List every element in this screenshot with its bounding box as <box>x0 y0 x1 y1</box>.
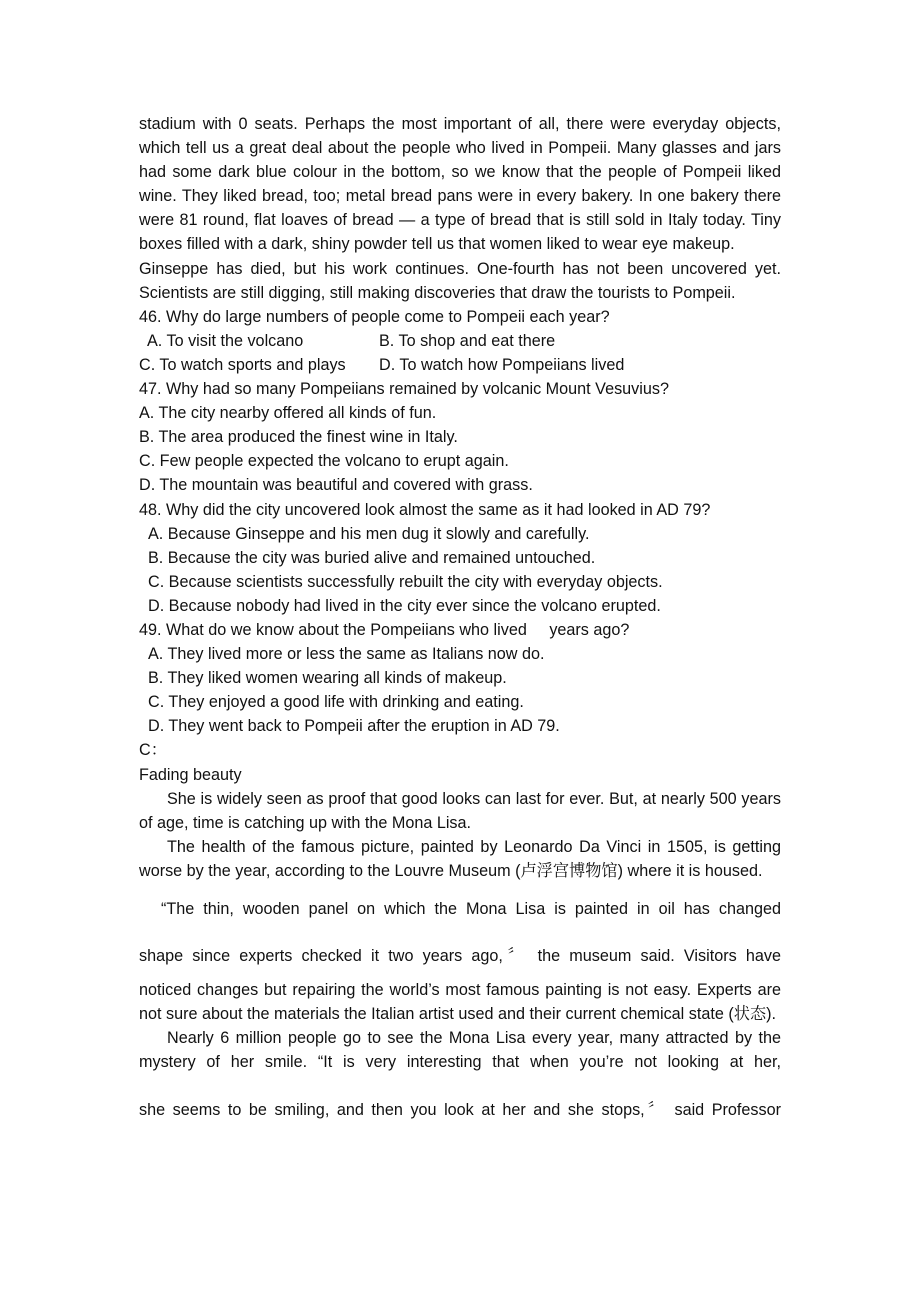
question-46-option-a: A. To visit the volcano <box>147 331 304 350</box>
question-49-option-a: A. They lived more or less the same as Italians now do. <box>148 645 545 664</box>
question-49 <box>139 618 781 738</box>
question-47 <box>139 377 781 497</box>
question-47-option-c: C. Few people expected the volcano to erupt again. <box>139 452 509 471</box>
question-48-option-a: A. Because Ginseppe and his men dug it slowly and carefully. <box>148 524 590 543</box>
question-49-option-c: C. They enjoyed a good life with drinking and eating. <box>148 693 524 712</box>
question-48-stem: 48. Why did the city uncovered look almost the same as it had looked in AD 79? <box>139 500 711 519</box>
question-46 <box>139 305 781 377</box>
question-46-option-d: D. To watch how Pompeiians lived <box>379 355 625 374</box>
question-46-options-row-2 <box>139 353 781 377</box>
passage-c-paragraph-4-body: Nearly 6 million people go to see the Mona Lisa every year, many attracted by the mystery of her smile. “It is very interesting that when you’re not looking at her, <box>139 1029 781 1072</box>
passage-c-paragraph-3-line-2: shape since experts checked it two years ago,〞 the museum said. Visitors have <box>139 947 781 966</box>
question-49-option-d: D. They went back to Pompeii after the eruption in AD 79. <box>148 717 560 736</box>
question-47-option-d: D. The mountain was beautiful and covered with grass. <box>139 476 533 495</box>
passage-c-paragraph-4-last-line: she seems to be smiling, and then you look at her and she stops,〞 said Professor <box>139 1100 781 1119</box>
question-46-options-row-1 <box>139 329 781 353</box>
question-47-stem: 47. Why had so many Pompeiians remained by volcanic Mount Vesuvius? <box>139 380 669 399</box>
question-47-option-a: A. The city nearby offered all kinds of fun. <box>139 404 437 423</box>
passage-c-label: C： <box>139 741 167 760</box>
question-48-option-d: D. Because nobody had lived in the city ever since the volcano erupted. <box>148 596 661 615</box>
question-46-stem: 46. Why do large numbers of people come to Pompeii each year? <box>139 307 610 326</box>
passage-c-title: Fading beauty <box>139 765 242 784</box>
passage-c-paragraph-2: The health of the famous picture, painted by Leonardo Da Vinci in 1505, is getting worse by the year, according to the Louvre Museum (卢浮宫博物馆) where it is housed. <box>139 837 781 880</box>
passage-c-paragraph-1: She is widely seen as proof that good looks can last for ever. But, at nearly 500 years of age, time is catching up with the Mona Lisa. <box>139 789 781 832</box>
passage-c-paragraph-3 <box>139 897 781 1026</box>
question-46-option-b: B. To shop and eat there <box>379 331 556 350</box>
passage-c-paragraph-3-line-1: “The thin, wooden panel on which the Mona Lisa is painted in oil has changed <box>161 900 781 918</box>
document-page <box>139 112 781 1122</box>
question-48-option-c: C. Because scientists successfully rebuilt the city with everyday objects. <box>148 572 663 591</box>
question-48 <box>139 498 781 618</box>
passage-b-paragraph-2: Ginseppe has died, but his work continues. One-fourth has not been uncovered yet. Scientists are still digging, still making discoveries that draw the tourists to Pompeii. <box>139 259 781 302</box>
passage-b-paragraph-1: stadium with 0 seats. Perhaps the most important of all, there were everyday objects, which tell us a great deal about the people who lived in Pompeii. Many glasses and jars had some dark blue colour in the bottom, so we know that the people of Pompeii liked wine. They liked bread, too; metal bread pans were in every bakery. In one bakery there were 81 round, flat loaves of bread — a type of bread that is still sold in Italy today. Tiny boxes filled with a dark, shiny powder tell us that women liked to wear eye makeup. <box>139 115 781 254</box>
question-48-option-b: B. Because the city was buried alive and remained untouched. <box>148 548 596 567</box>
question-49-option-b: B. They liked women wearing all kinds of makeup. <box>148 669 507 688</box>
question-49-stem: 49. What do we know about the Pompeiians who lived years ago? <box>139 620 630 639</box>
passage-c-paragraph-4 <box>139 1026 781 1121</box>
question-46-option-c: C. To watch sports and plays <box>139 355 346 374</box>
passage-c-paragraph-3-rest: noticed changes but repairing the world’s most famous painting is not easy. Experts are not sure about the materials the Italian artist used and their current chemical state (状态). <box>139 981 781 1024</box>
question-47-option-b: B. The area produced the finest wine in Italy. <box>139 428 458 447</box>
